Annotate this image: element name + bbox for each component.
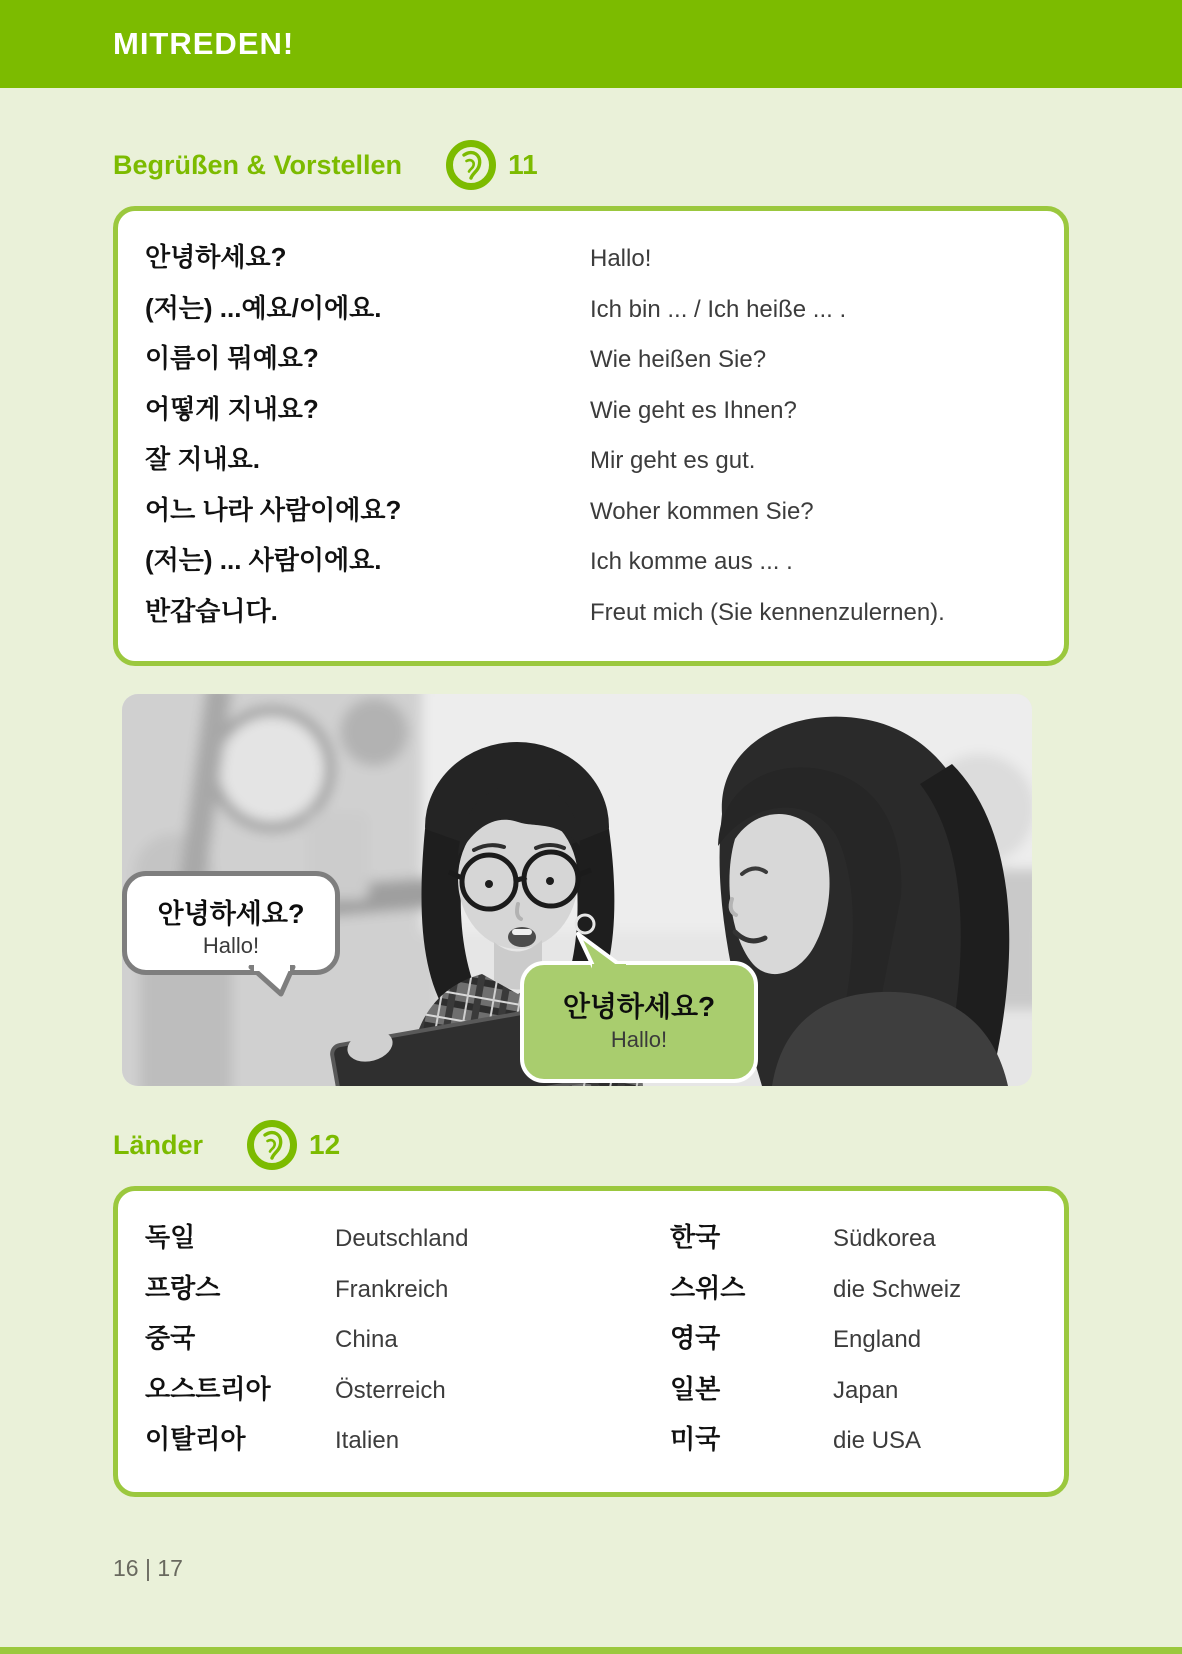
phrase-row [145, 233, 1036, 284]
speech-bubble-tail [245, 965, 299, 997]
section-greet-heading [113, 138, 1069, 192]
phrase-korean: 잘 지내요. [145, 444, 260, 474]
audio-track-number: 11 [508, 149, 538, 180]
country-korean: 중국 [145, 1323, 196, 1353]
phrase-korean: 이름이 뭐예요? [145, 343, 319, 373]
phrase-row [145, 536, 1036, 587]
phrase-german: Wie geht es Ihnen? [590, 396, 797, 424]
header-bar [0, 0, 1182, 88]
country-row [145, 1365, 1044, 1416]
countries-table [113, 1186, 1069, 1497]
country-korean: 이탈리아 [145, 1424, 246, 1454]
speech-bubble-right [520, 961, 758, 1083]
speech-bubble-right-german: Hallo! [610, 1027, 668, 1052]
phrase-row [145, 486, 1036, 537]
speech-bubble-left-korean: 안녕하세요? [157, 899, 305, 929]
country-german: Italien [335, 1427, 400, 1454]
phrase-german: Ich komme aus ... . [590, 548, 793, 575]
country-german: Deutschland [335, 1225, 469, 1252]
country-german: England [833, 1326, 922, 1353]
country-german: China [335, 1326, 398, 1353]
phrase-korean: 어느 나라 사람이에요? [145, 494, 402, 525]
country-german: die USA [833, 1427, 922, 1454]
phrase-korean: 어떻게 지내요? [145, 393, 319, 424]
section-greet-title: Begrüßen & Vorstellen [113, 149, 403, 180]
country-korean: 프랑스 [145, 1272, 221, 1303]
phrase-korean: (저는) ...예요/이에요. [145, 292, 382, 323]
country-korean: 오스트리아 [145, 1373, 271, 1404]
ear-icon [245, 1118, 299, 1172]
country-korean: 스위스 [670, 1272, 746, 1303]
country-german: Japan [833, 1376, 899, 1404]
country-korean: 미국 [670, 1424, 721, 1454]
phrase-korean: 안녕하세요? [145, 242, 287, 272]
speech-bubble-tail [560, 932, 634, 970]
photo-two-women [122, 694, 1032, 1086]
country-row [145, 1415, 1044, 1466]
phrase-row [145, 334, 1036, 385]
phrase-german: Ich bin ... / Ich heiße ... . [590, 295, 847, 323]
phrase-row [145, 435, 1036, 486]
phrase-german: Mir geht es gut. [590, 447, 756, 474]
phrase-german: Freut mich (Sie kennenzulernen). [590, 598, 945, 626]
ear-icon [444, 138, 498, 192]
phrase-row [145, 385, 1036, 436]
audio-track-number: 12 [309, 1129, 341, 1160]
country-german: Frankreich [335, 1275, 449, 1303]
page-number: 16 | 17 [113, 1555, 183, 1581]
phrase-german: Woher kommen Sie? [590, 497, 814, 525]
country-korean: 일본 [670, 1373, 721, 1404]
speech-bubble-right-korean: 안녕하세요? [562, 991, 716, 1022]
phrase-german: Hallo! [590, 245, 652, 272]
country-row [145, 1264, 1044, 1315]
speech-bubble-left [122, 871, 340, 975]
country-row [145, 1213, 1044, 1264]
section-countries-heading [113, 1118, 1069, 1172]
country-korean: 독일 [145, 1222, 196, 1252]
country-german: die Schweiz [833, 1275, 962, 1303]
phrase-korean: (저는) ... 사람이에요. [145, 545, 382, 575]
country-row [145, 1314, 1044, 1365]
phrase-row [145, 284, 1036, 335]
phrase-table [113, 206, 1069, 666]
bottom-edge-strip [0, 1647, 1182, 1654]
country-german: Südkorea [833, 1225, 936, 1252]
country-german: Österreich [335, 1376, 446, 1404]
phrase-row [145, 587, 1036, 638]
page-content [0, 138, 1182, 1497]
speech-bubble-left-german: Hallo! [202, 933, 260, 958]
phrase-korean: 반갑습니다. [145, 595, 278, 626]
header-title: MITREDEN! [113, 26, 295, 61]
section-countries-title: Länder [113, 1129, 204, 1160]
country-korean: 영국 [670, 1323, 721, 1353]
phrase-german: Wie heißen Sie? [590, 346, 767, 373]
country-korean: 한국 [670, 1222, 721, 1252]
